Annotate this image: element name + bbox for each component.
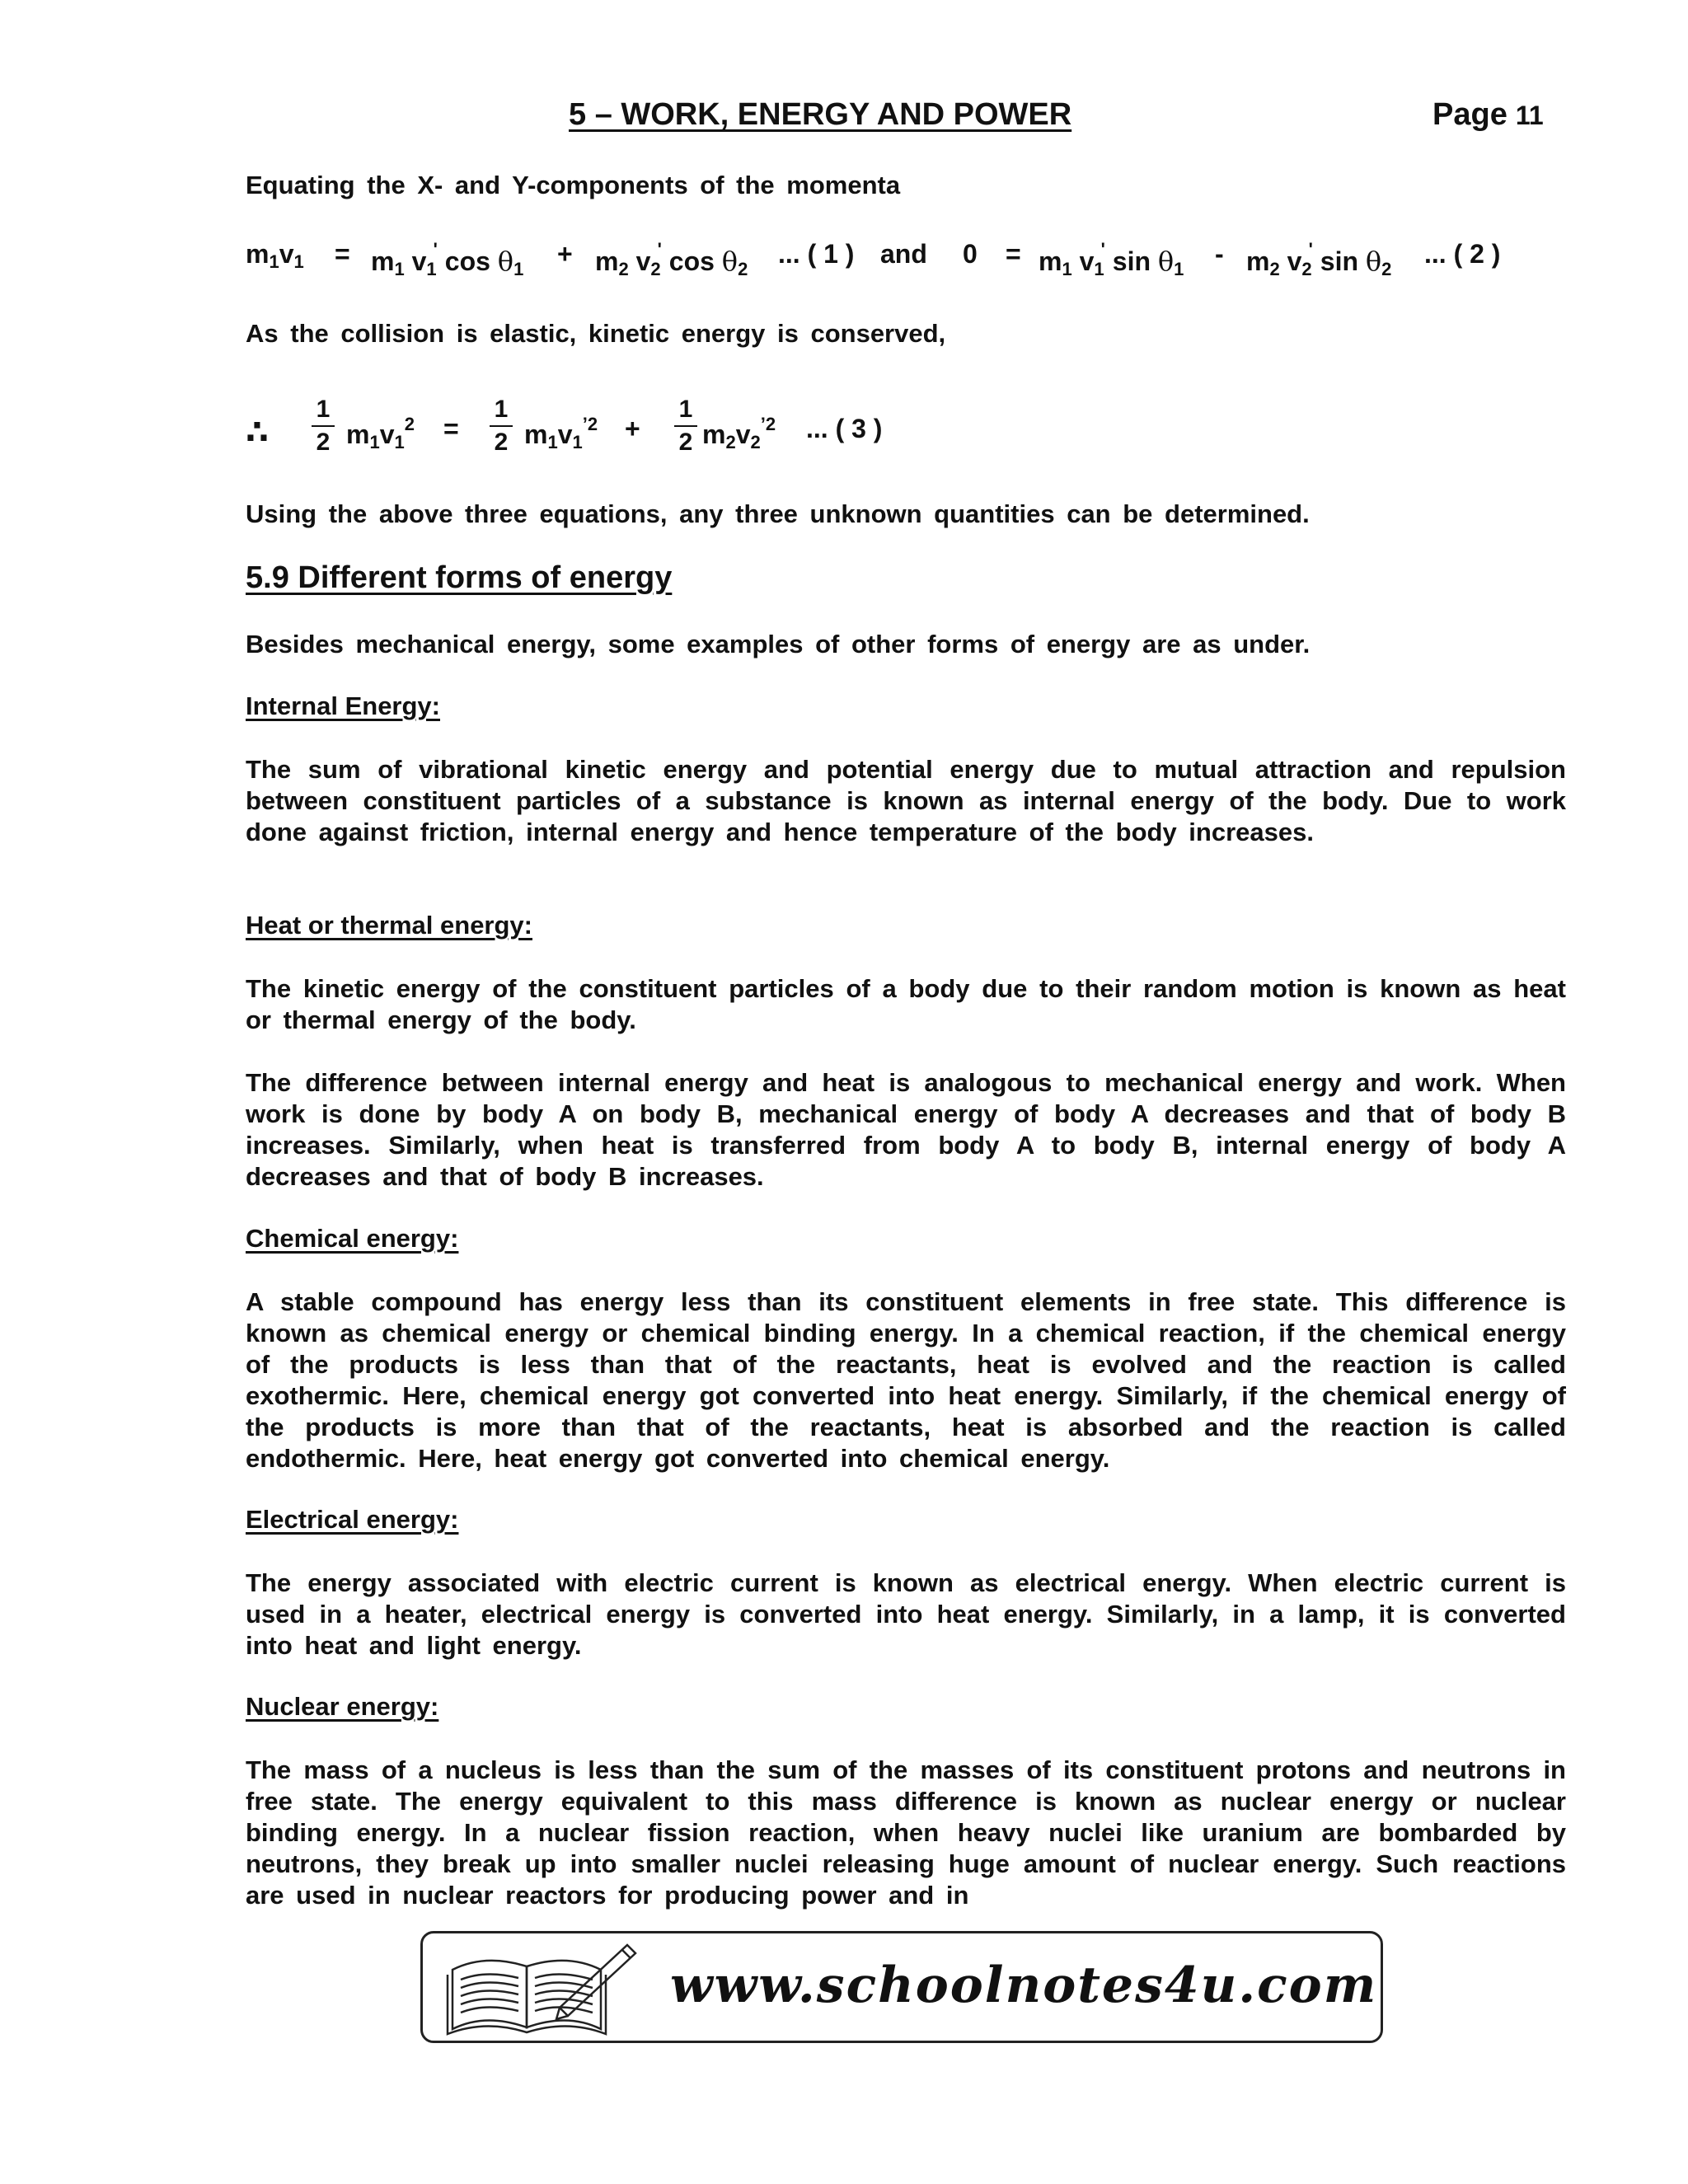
fraction-bar: [490, 425, 513, 427]
internal-energy-heading-block: [246, 691, 1566, 721]
eq3-term-lhs: $m_1v_1^2$: [346, 414, 415, 452]
electrical-energy-paragraph-block: [246, 1568, 1566, 1661]
section-heading-block: [246, 560, 1566, 596]
chapter-title: 5 – WORK, ENERGY AND POWER: [569, 97, 1072, 132]
momentum-equations: [246, 239, 1566, 280]
elastic-line: As the collision is elastic, kinetic energy is conserved,: [246, 319, 946, 348]
eq3-number: ... ( 3 ): [806, 414, 883, 443]
nuclear-energy-heading-block: [246, 1692, 1566, 1722]
heat-energy-paragraph-1-block: [246, 973, 1566, 1036]
eq2-number: ... ( 2 ): [1424, 239, 1501, 269]
electrical-energy-heading: Electrical energy:: [246, 1505, 459, 1534]
eq3-equals: =: [443, 414, 459, 443]
open-book-pencil-icon: [436, 1937, 642, 2039]
section-heading: 5.9 Different forms of energy: [246, 560, 673, 595]
fraction-denominator: 2: [494, 429, 509, 456]
page-number-value: 11: [1515, 101, 1544, 130]
eq2-term-1: $m_1$ $v_1'$ $\sin \theta_1$: [1039, 239, 1184, 279]
eq1-term-1: $m_1$ $v_1'$ $\cos \theta_1$: [371, 239, 524, 279]
page-label: Page: [1432, 97, 1507, 132]
eq1-term-2: $m_2$ $v_2'$ $\cos \theta_2$: [595, 239, 748, 279]
fraction-numerator: 1: [316, 396, 331, 423]
heat-energy-heading-block: [246, 911, 1566, 940]
chemical-energy-heading: Chemical energy:: [246, 1224, 459, 1253]
fraction-denominator: 2: [678, 429, 693, 456]
therefore-symbol: ∴: [246, 415, 269, 451]
eq3-plus: +: [625, 414, 640, 443]
chemical-energy-paragraph-block: [246, 1286, 1566, 1474]
fraction-bar: [312, 425, 335, 427]
footer-banner: [420, 1931, 1383, 2043]
electrical-energy-paragraph: The energy associated with electric current is known as electrical energy. When electric current is used in a heater, electrical energy is converted into heat energy. Similarly, in a lamp, it is converted into heat and light energy.: [246, 1568, 1566, 1660]
nuclear-energy-paragraph-block: [246, 1755, 1566, 1911]
eq2-minus: -: [1215, 239, 1224, 269]
page-number: [1432, 97, 1544, 133]
fraction-half-2: [490, 396, 513, 457]
chemical-energy-heading-block: [246, 1224, 1566, 1254]
internal-energy-paragraph-block: [246, 754, 1566, 848]
heat-energy-heading: Heat or thermal energy:: [246, 911, 532, 940]
fraction-half-1: [312, 396, 335, 457]
eq2-lhs: 0: [963, 239, 978, 269]
eq1-equals: =: [335, 239, 350, 269]
fraction-denominator: 2: [316, 429, 331, 456]
electrical-energy-heading-block: [246, 1505, 1566, 1535]
fraction-numerator: 1: [678, 396, 693, 423]
eq3-term-2: $m_2v_2^{’2}$: [702, 414, 776, 452]
eq1-and: and: [880, 239, 927, 269]
heat-energy-paragraph-2-block: [246, 1067, 1566, 1193]
fraction-bar: [674, 425, 697, 427]
internal-energy-heading: Internal Energy:: [246, 691, 440, 720]
fraction-numerator: 1: [494, 396, 509, 423]
eq2-equals: =: [1006, 239, 1021, 269]
intro-line-block: [246, 170, 1566, 201]
nuclear-energy-paragraph: The mass of a nucleus is less than the sum of the masses of its constituent protons and neutrons in free state. The energy equivalent to this mass difference is known as nuclear energy or nuclear binding energy. In a nuclear fission reaction, when heavy nuclei like uranium are bombarded by neutrons, they break up into smaller nuclei releasing huge amount of nuclear energy. Such reactions are used in nuclear reactors for producing power and in: [246, 1755, 1566, 1910]
using-line: Using the above three equations, any three unknown quantities can be determined.: [246, 499, 1310, 528]
website-url[interactable]: www.schoolnotes4u.com: [670, 1957, 1378, 2014]
nuclear-energy-heading: Nuclear energy:: [246, 1692, 439, 1721]
eq1-number: ... ( 1 ): [778, 239, 855, 269]
heat-energy-paragraph-1: The kinetic energy of the constituent particles of a body due to their random motion is known as heat or thermal energy of the body.: [246, 974, 1566, 1034]
heat-energy-paragraph-2: The difference between internal energy and heat is analogous to mechanical energy and work. When work is done by body A on body B, mechanical energy of body A decreases and that of body B increases. Similarly, when heat is transferred from body A to body B, internal energy of body A decreases and that of body B increases.: [246, 1068, 1566, 1191]
using-line-block: [246, 499, 1566, 530]
page-header: [0, 97, 1688, 147]
fraction-half-3: [674, 396, 697, 457]
eq2-term-2: $m_2$ $v_2'$ $\sin \theta_2$: [1246, 239, 1392, 279]
elastic-line-block: [246, 318, 1566, 349]
internal-energy-paragraph: The sum of vibrational kinetic energy and potential energy due to mutual attraction and repulsion between constituent particles of a substance is known as internal energy of the body. Due to work done against friction, internal energy and hence temperature of the body increases.: [246, 755, 1566, 846]
section-intro: Besides mechanical energy, some examples of other forms of energy are as under.: [246, 630, 1311, 658]
eq3-term-1: $m_1v_1^{’2}$: [524, 414, 598, 452]
eq1-lhs: $m_1v_1$: [246, 239, 304, 272]
intro-line: Equating the X- and Y-components of the momenta: [246, 171, 901, 199]
chemical-energy-paragraph: A stable compound has energy less than its constituent elements in free state. This difference is known as chemical energy or chemical binding energy. In a chemical reaction, if the chemical energy of the products is less than that of the reactants, heat is evolved and the reaction is called exothermic. Here, chemical energy got converted into heat energy. Similarly, if the chemical energy of the products is more than that of the reactants, heat is absorbed and the reaction is called endothermic. Here, heat energy got converted into chemical energy.: [246, 1287, 1566, 1473]
section-intro-block: [246, 629, 1566, 660]
eq1-plus: +: [557, 239, 573, 269]
